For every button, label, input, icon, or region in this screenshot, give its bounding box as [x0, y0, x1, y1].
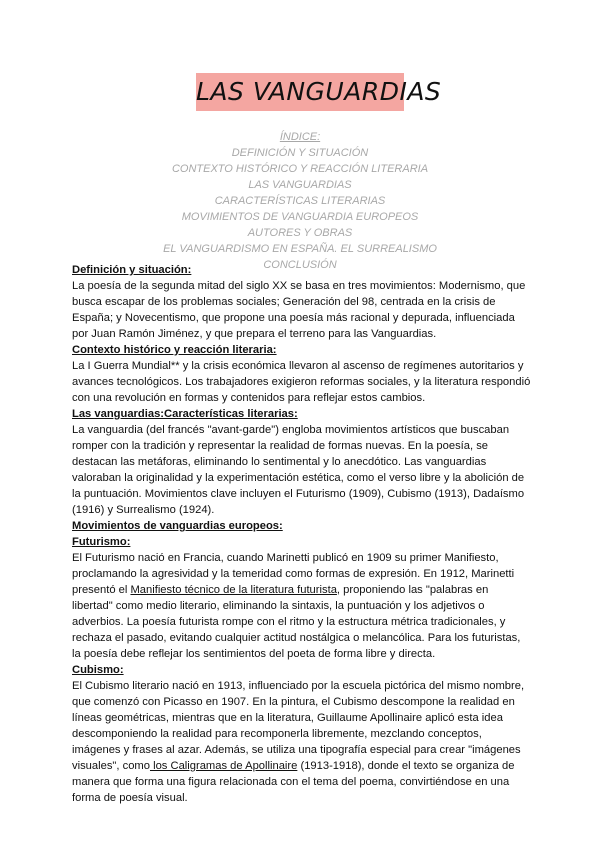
- section-text-definicion: La poesía de la segunda mitad del siglo XX se basa en tres movimientos: Modernismo, que busca escapar de los problemas sociales; Generación del 98, centrada en la crisis de España; y Novecentismo, que propone una poesía más racional y depurada, influenciada por Juan Ramón Jiménez, y que prepara el terreno para las Vanguardias.: [72, 280, 526, 340]
- cubismo-text-after: (1913-1918), donde el texto se organiza de manera que forma una figura relacionada con el tema del poema, convirtiéndose en una forma de poesía visual.: [72, 760, 515, 804]
- section-heading-contexto: Contexto histórico y reacción literaria:: [72, 344, 277, 356]
- title-highlight: [196, 73, 442, 111]
- caligramas-link[interactable]: los Caligramas de Apollinaire: [149, 760, 298, 772]
- manifiesto-link[interactable]: Manifiesto técnico de la literatura futurista: [130, 584, 337, 596]
- section-heading-definicion: Definición y situación:: [72, 264, 192, 276]
- index-item: EL VANGUARDISMO EN ESPAÑA. EL SURREALISMO: [163, 243, 437, 255]
- index-item: CARACTERÍSTICAS LITERARIAS: [214, 195, 386, 207]
- section-text-caracteristicas: La vanguardia (del francés "avant-garde") engloba movimientos artísticos que buscaban romper con la tradición y representar la realidad de formas nuevas. En la poesía, se destacan las metáforas, eliminando lo sentimental y lo anecdótico. Las vanguardias valoraban la originalidad y la experimentación estética, como el verso libre y la abolición de la puntuación. Movimientos clave incluyen el Futurismo (1909), Cubismo (1913), Dadaísmo (1916) y Surrealismo (1924).: [72, 424, 525, 516]
- index-item: LAS VANGUARDIAS: [248, 179, 352, 191]
- cubismo-text-before: El Cubismo literario nació en 1913, influenciado por la escuela pictórica del mismo nombre, que comenzó con Picasso en 1907. En la pintura, el Cubismo descompone la realidad en líneas geométricas, mientras que en la literatura, Guillaume Apollinaire aplicó esta idea descomponiendo la realidad para recomponerla libremente, mezclando conceptos, imágenes y frases al azar. Además, se utiliza una tipografía especial para crear "imágenes visuales", como: [72, 680, 525, 772]
- index-heading: ÍNDICE:: [279, 131, 321, 143]
- index-item: MOVIMIENTOS DE VANGUARDIA EUROPEOS: [181, 211, 419, 223]
- futurismo-text-before: El Futurismo nació en Francia, cuando Marinetti publicó en 1909 su primer Manifiesto, proclamando la agresividad y la temeridad como formas de expresión. En 1912, Marinetti presentó el: [72, 552, 515, 596]
- index-item: AUTORES Y OBRAS: [247, 227, 353, 239]
- section-heading-caracteristicas: Las vanguardias:Características literarias:: [72, 408, 298, 420]
- index-item: CONCLUSIÓN: [263, 259, 337, 271]
- page-title: LAS VANGUARDIAS: [196, 77, 442, 106]
- futurismo-text-after: , proponiendo las "palabras en libertad" como medio literario, eliminando la sintaxis, la puntuación y los adjetivos o adverbios. La poesía futurista rompe con el ritmo y la estructura métrica tradicionales, y rechaza el pasado, evitando cualquier actitud nostálgica o melancólica. Para los futuristas, la poesía debe reflejar los sentimientos del poeta de forma libre y directa.: [72, 584, 521, 660]
- section-heading-movimientos: Movimientos de vanguardias europeos:: [72, 520, 283, 532]
- section-text-cubismo: [72, 678, 532, 806]
- section-text-contexto: La I Guerra Mundial** y la crisis económica llevaron al ascenso de regímenes autoritarios y avances tecnológicos. Los trabajadores exigieron reformas sociales, y la literatura respondió con una revolución en formas y contenidos para reflejar estos cambios.: [72, 360, 531, 404]
- table-of-contents: [0, 129, 600, 273]
- section-text-futurismo: [72, 550, 532, 662]
- document-body: [72, 262, 532, 806]
- index-item: DEFINICIÓN Y SITUACIÓN: [231, 147, 369, 159]
- section-heading-cubismo: Cubismo:: [72, 664, 124, 676]
- section-heading-futurismo: Futurismo:: [72, 536, 131, 548]
- index-item: CONTEXTO HISTÓRICO Y REACCIÓN LITERARIA: [171, 163, 429, 175]
